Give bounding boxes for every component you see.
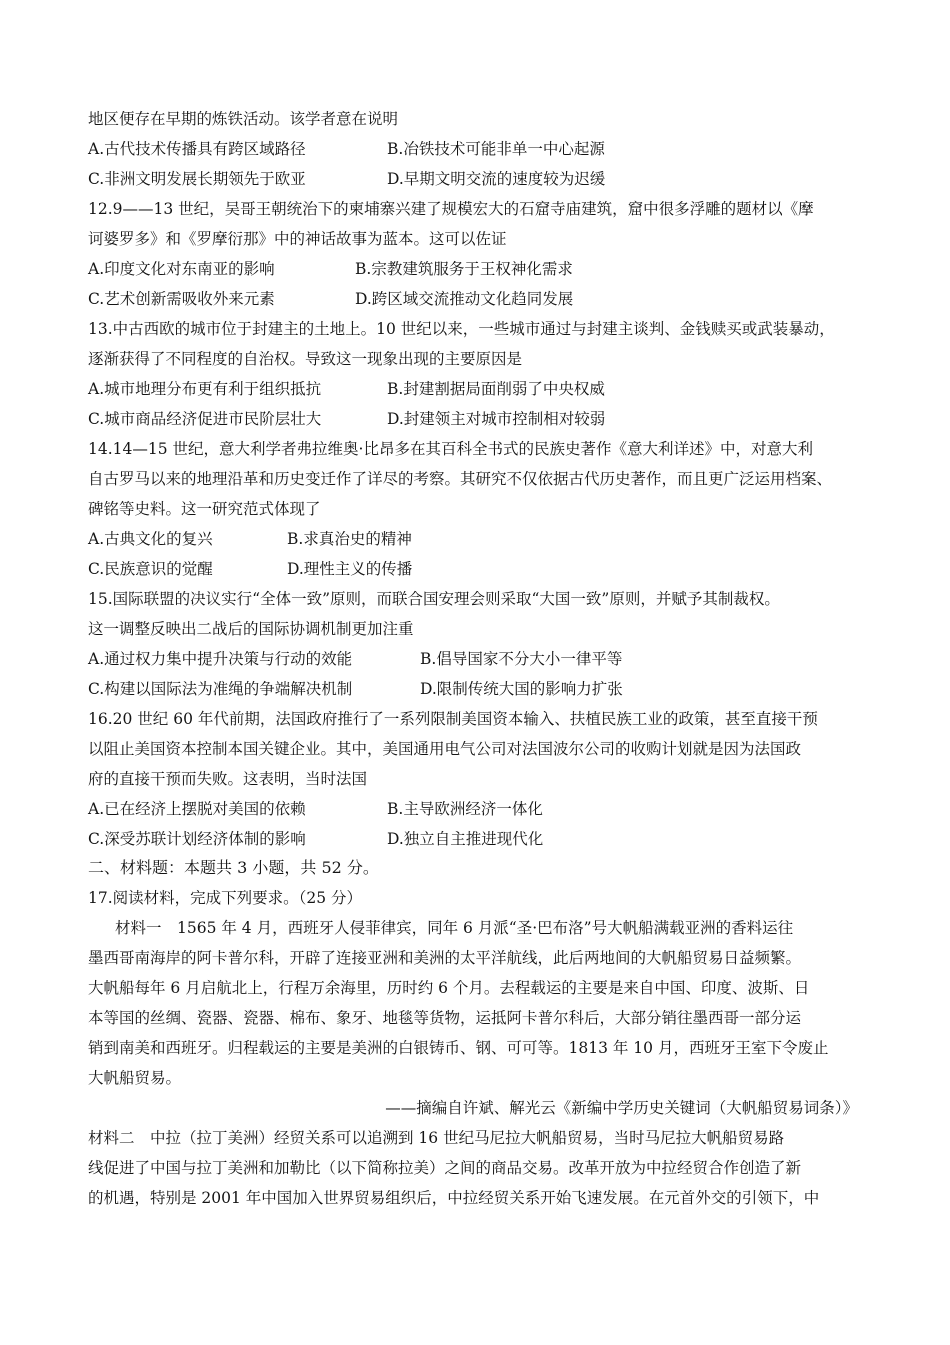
q12-stem-line1: 12.9——13 世纪，吴哥王朝统治下的柬埔寨兴建了规模宏大的石窟寺庙建筑，窟中很多浮雕的题材以《摩 xyxy=(88,200,814,218)
q11-stem-tail: 地区便存在早期的炼铁活动。该学者意在说明 xyxy=(88,110,399,128)
q11-option-d: D.早期文明交流的速度较为迟缓 xyxy=(387,170,606,188)
q11-option-b: B.冶铁技术可能非单一中心起源 xyxy=(387,140,605,158)
q13-option-a: A.城市地理分布更有利于组织抵抗 xyxy=(88,380,322,398)
q13-option-c: C.城市商品经济促进市民阶层壮大 xyxy=(88,410,322,428)
q17-material1-line1: 材料一 1565 年 4 月，西班牙人侵菲律宾，同年 6 月派“圣·巴布洛”号大帆船满载亚洲的香料运往 xyxy=(115,919,794,937)
q14-stem-line3: 碑铭等史料。这一研究范式体现了 xyxy=(88,500,321,518)
q14-option-b: B.求真治史的精神 xyxy=(287,530,412,548)
q12-option-c: C.艺术创新需吸收外来元素 xyxy=(88,290,275,308)
q17-material1-line3: 大帆船每年 6 月启航北上，行程万余海里，历时约 6 个月。去程载运的主要是来自中国、印度、波斯、日 xyxy=(88,979,810,997)
q13-option-d: D.封建领主对城市控制相对较弱 xyxy=(387,410,606,428)
q14-stem-line1: 14.14—15 世纪，意大利学者弗拉维奥·比昂多在其百科全书式的民族史著作《意大利详述》中，对意大利 xyxy=(88,440,813,458)
q13-stem-line2: 逐渐获得了不同程度的自治权。导致这一现象出现的主要原因是 xyxy=(88,350,523,368)
q17-prompt: 17.阅读材料，完成下列要求。（25 分） xyxy=(88,889,363,907)
q17-material1-line6: 大帆船贸易。 xyxy=(88,1069,182,1087)
q11-option-a: A.古代技术传播具有跨区域路径 xyxy=(88,140,306,158)
q17-material1-source: ——摘编自许斌、解光云《新编中学历史关键词（大帆船贸易词条）》 xyxy=(385,1099,858,1117)
q14-option-a: A.古典文化的复兴 xyxy=(88,530,213,548)
q16-option-a: A.已在经济上摆脱对美国的依赖 xyxy=(88,800,306,818)
q17-material1-line4: 本等国的丝绸、瓷器、瓷器、棉布、象牙、地毯等货物，运抵阿卡普尔科后，大部分销往墨西哥一部分运 xyxy=(88,1009,802,1027)
q14-option-c: C.民族意识的觉醒 xyxy=(88,560,213,578)
q17-material2-line3: 的机遇，特别是 2001 年中国加入世界贸易组织后，中拉经贸关系开始飞速发展。在元首外交的引领下，中 xyxy=(88,1189,820,1207)
q12-option-a: A.印度文化对东南亚的影响 xyxy=(88,260,275,278)
q16-stem-line1: 16.20 世纪 60 年代前期，法国政府推行了一系列限制美国资本输入、扶植民族工业的政策，甚至直接干预 xyxy=(88,710,818,728)
q13-stem-line1: 13.中古西欧的城市位于封建主的土地上。10 世纪以来，一些城市通过与封建主谈判、金钱赎买或武装暴动， xyxy=(88,320,835,338)
q15-stem-line2: 这一调整反映出二战后的国际协调机制更加注重 xyxy=(88,620,414,638)
q16-option-d: D.独立自主推进现代化 xyxy=(387,830,544,848)
q12-stem-line2: 诃婆罗多》和《罗摩衍那》中的神话故事为蓝本。这可以佐证 xyxy=(88,230,507,248)
q13-option-b: B.封建割据局面削弱了中央权威 xyxy=(387,380,605,398)
q17-material1-line2: 墨西哥南海岸的阿卡普尔科，开辟了连接亚洲和美洲的太平洋航线，此后两地间的大帆船贸易日益频繁。 xyxy=(88,949,802,967)
q15-option-b: B.倡导国家不分大小一律平等 xyxy=(420,650,623,668)
q15-option-c: C.构建以国际法为准绳的争端解决机制 xyxy=(88,680,353,698)
q15-option-a: A.通过权力集中提升决策与行动的效能 xyxy=(88,650,353,668)
q17-material1-line5: 销到南美和西班牙。归程载运的主要是美洲的白银铸币、钢、可可等。1813 年 10 月，西班牙王室下令废止 xyxy=(88,1039,829,1057)
q16-stem-line3: 府的直接干预而失败。这表明，当时法国 xyxy=(88,770,368,788)
q16-stem-line2: 以阻止美国资本控制本国关键企业。其中，美国通用电气公司对法国波尔公司的收购计划就是因为法国政 xyxy=(88,740,802,758)
q15-stem-line1: 15.国际联盟的决议实行“全体一致”原则，而联合国安理会则采取“大国一致”原则，并赋予其制裁权。 xyxy=(88,590,780,608)
section-2-title: 二、材料题：本题共 3 小题，共 52 分。 xyxy=(88,858,379,877)
q16-option-b: B.主导欧洲经济一体化 xyxy=(387,800,543,818)
q12-option-b: B.宗教建筑服务于王权神化需求 xyxy=(355,260,573,278)
q12-option-d: D.跨区域交流推动文化趋同发展 xyxy=(355,290,574,308)
q17-material2-line2: 线促进了中国与拉丁美洲和加勒比（以下简称拉美）之间的商品交易。改革开放为中拉经贸合作创造了新 xyxy=(88,1159,802,1177)
q15-option-d: D.限制传统大国的影响力扩张 xyxy=(420,680,623,698)
q14-stem-line2: 自古罗马以来的地理沿革和历史变迁作了详尽的考察。其研究不仅依据古代历史著作，而且更广泛运用档案、 xyxy=(88,470,833,488)
q16-option-c: C.深受苏联计划经济体制的影响 xyxy=(88,830,306,848)
q17-material2-line1: 材料二 中拉（拉丁美洲）经贸关系可以追溯到 16 世纪马尼拉大帆船贸易，当时马尼拉大帆船贸易路 xyxy=(88,1129,785,1147)
q11-option-c: C.非洲文明发展长期领先于欧亚 xyxy=(88,170,306,188)
q14-option-d: D.理性主义的传播 xyxy=(287,560,413,578)
